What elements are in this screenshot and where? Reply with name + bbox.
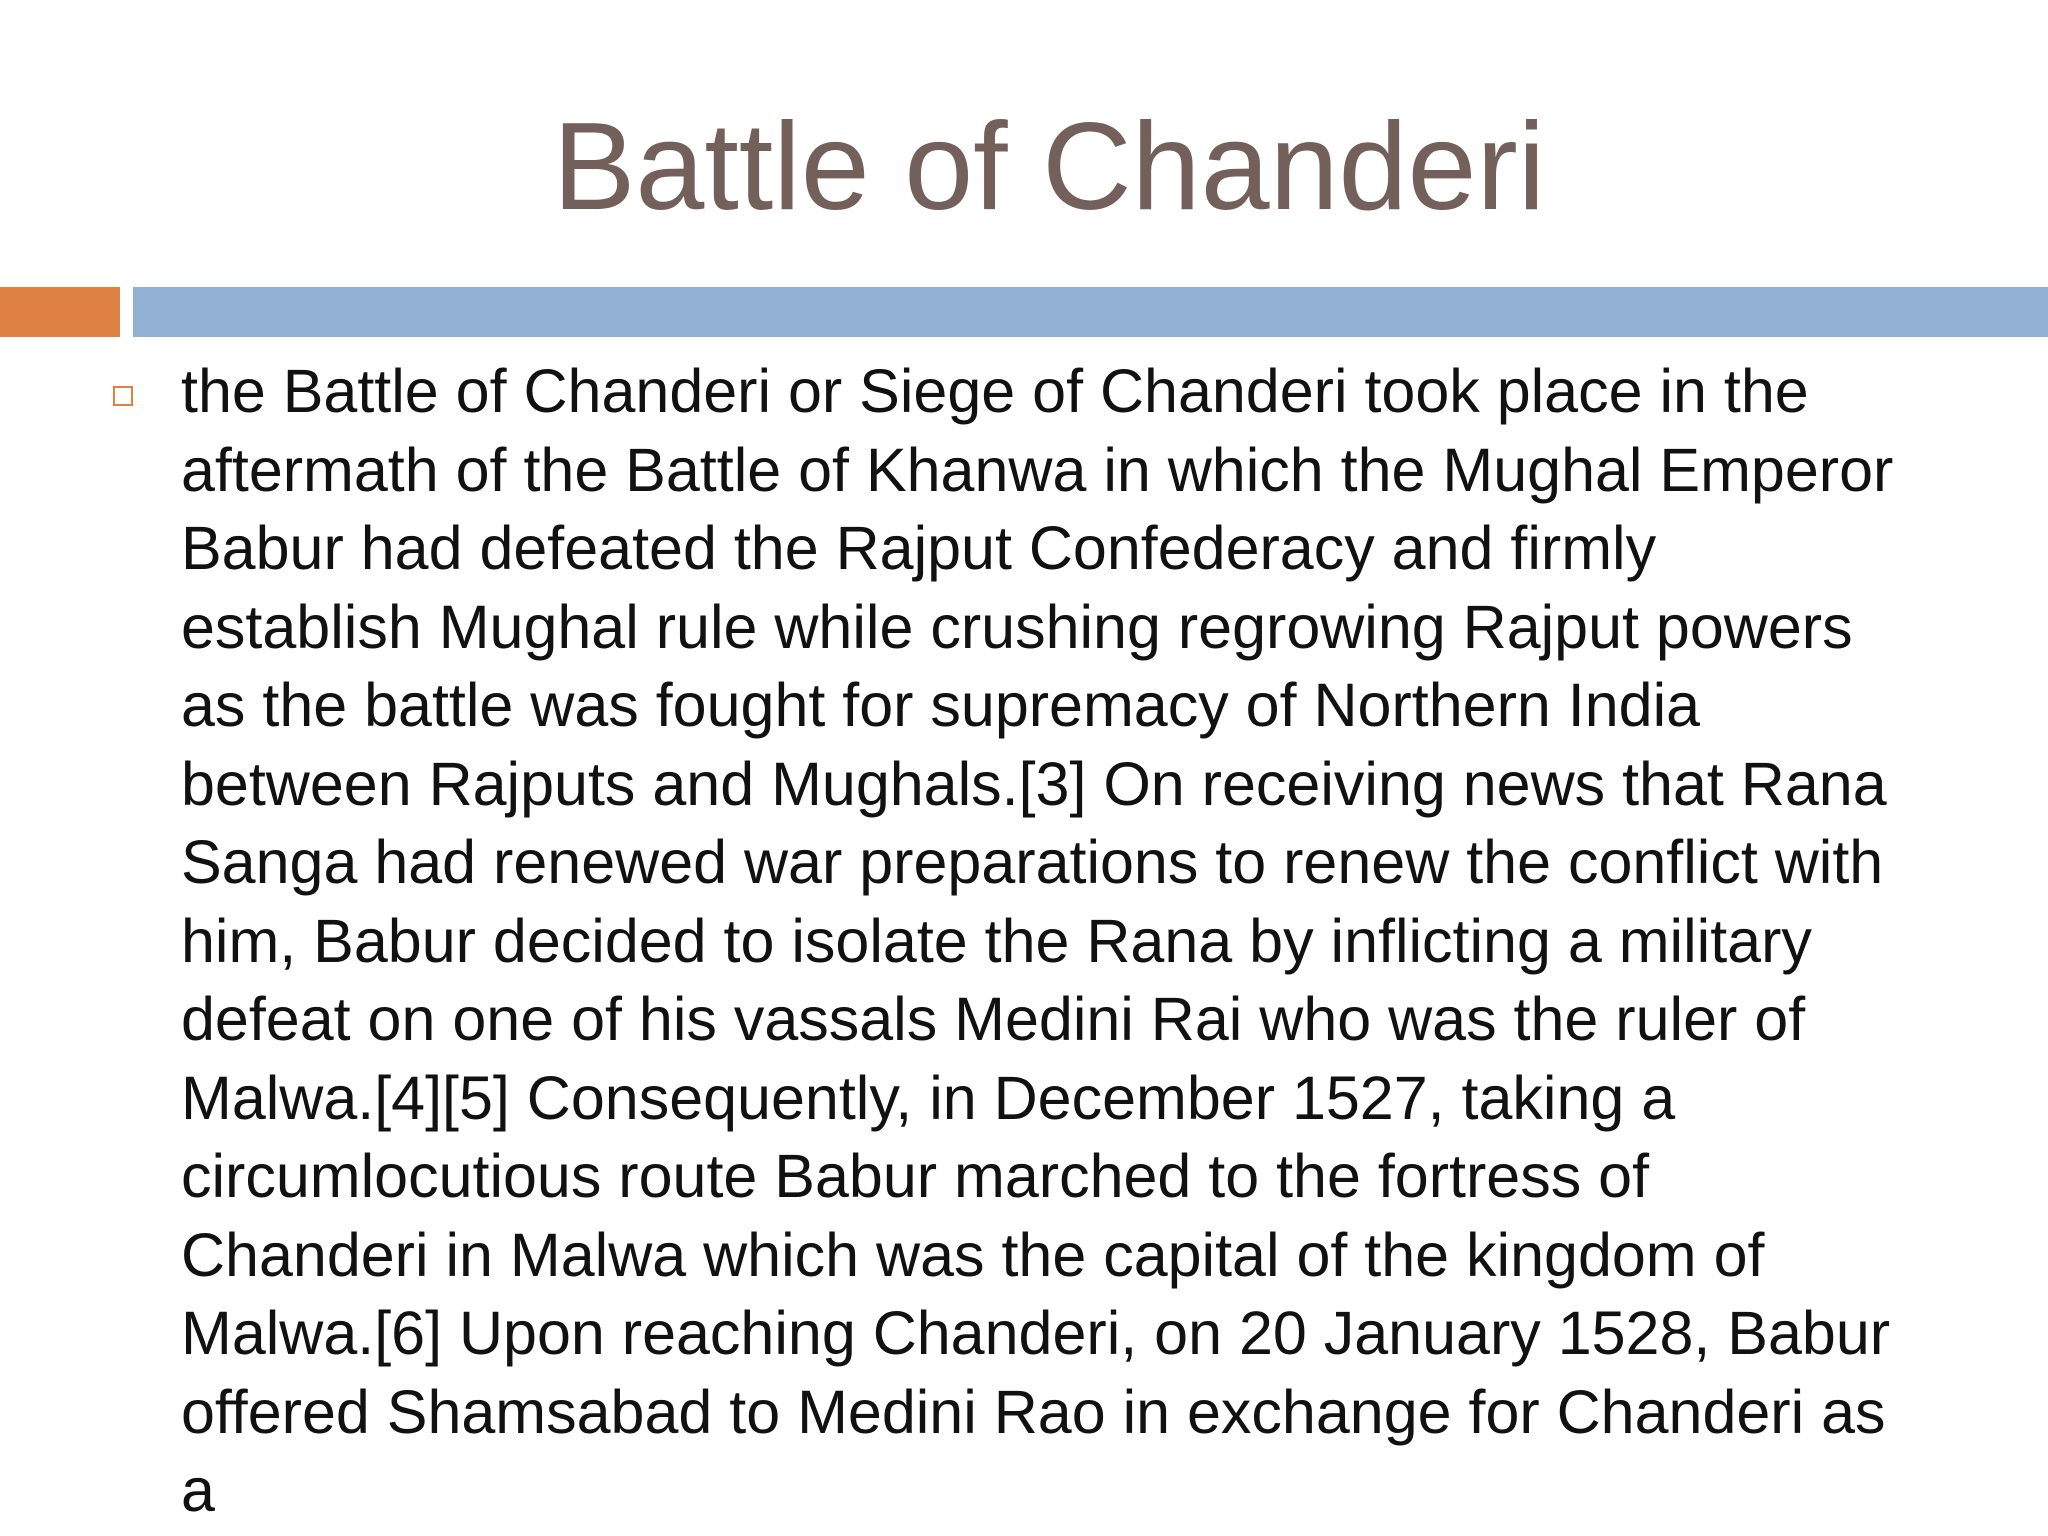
slide-title: Battle of Chanderi (552, 98, 1546, 236)
square-bullet-icon (113, 386, 133, 406)
header-accent-bar-orange (0, 287, 120, 337)
bullet-text: the Battle of Chanderi or Siege of Chanderi took place in the aftermath of the Battle of Khanwa in which the Mughal Emperor Babur had defeated the Rajput Confederacy and firmly establish Mughal rule while crushing regrowing Rajput powers as the battle was fought for supremacy of Northern India between Rajputs and Mughals.[3] On receiving news that Rana Sanga had renewed war preparations to renew the conflict with him, Babur decided to isolate the Rana by inflicting a military defeat on one of his vassals Medini Rai who was the ruler of Malwa.[4][5] Consequently, in December 1527, taking a circumlocutious route Babur marched to the fortress of Chanderi in Malwa which was the capital of the kingdom of Malwa.[6] Upon reaching Chanderi, on 20 January 1528, Babur offered Shamsabad to Medini Rao in exchange for Chanderi as a (181, 357, 1894, 1524)
header-accent-bar-blue (133, 287, 2048, 337)
